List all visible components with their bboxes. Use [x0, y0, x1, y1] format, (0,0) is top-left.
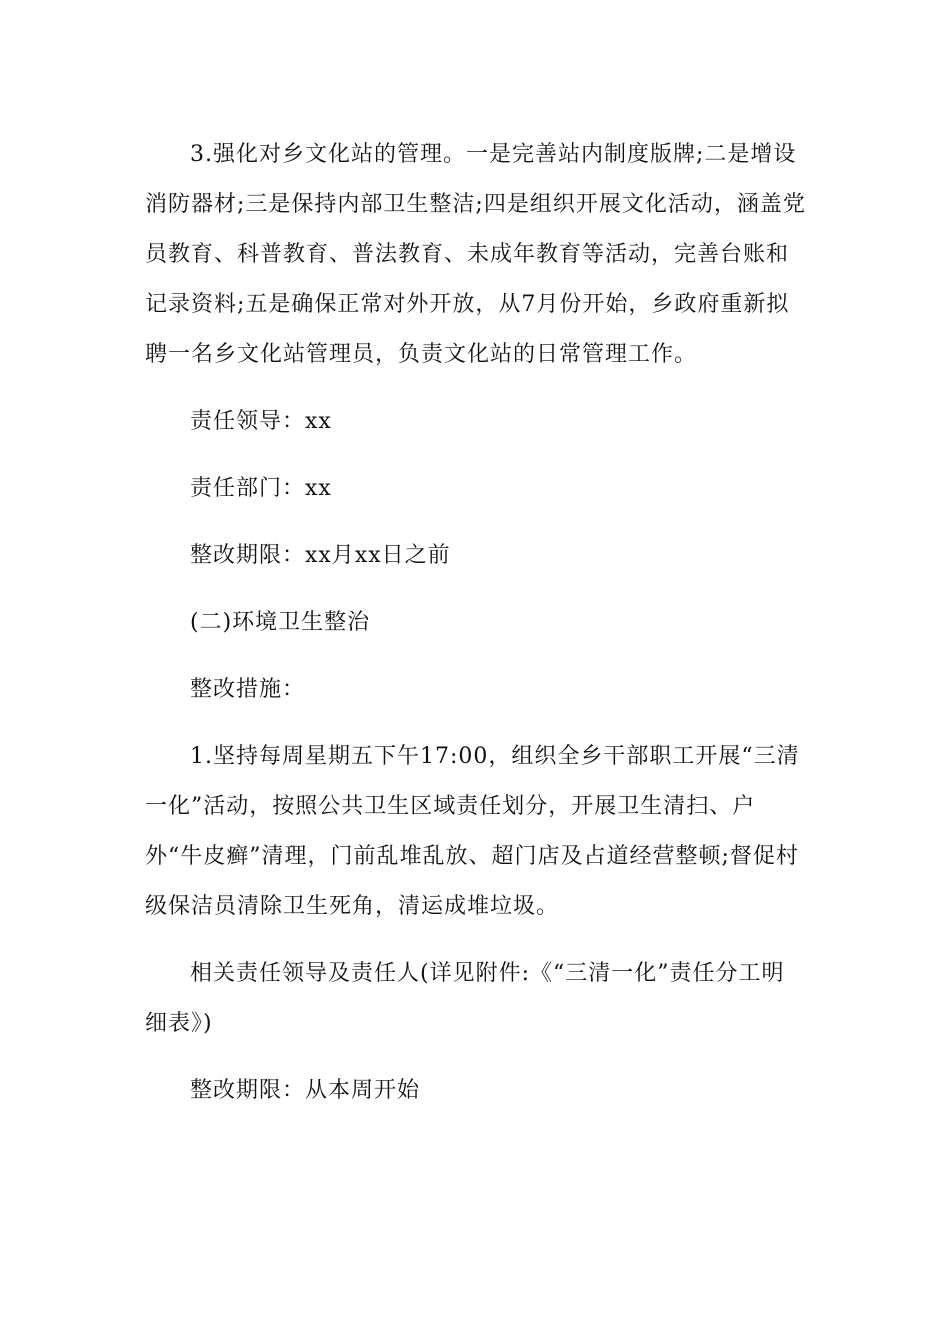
paragraph-rectification-measures-label: 整改措施：	[190, 677, 306, 702]
paragraph-deadline-from-this-week: 整改期限：从本周开始	[190, 1078, 421, 1103]
paragraph-rectification-deadline: 整改期限：xx月xx日之前	[190, 543, 451, 568]
section-heading-environment-sanitation: (二)环境卫生整治	[190, 610, 371, 635]
document-body	[145, 130, 807, 1116]
paragraph-responsible-department: 责任部门：xx	[190, 476, 332, 501]
paragraph-culture-station-management: 3.强化对乡文化站的管理。一是完善站内制度版牌;二是增设消防器材;三是保持内部卫生整洁;四是组织开展文化活动，涵盖党员教育、科普教育、普法教育、未成年教育等活动，完善台账和记录资料;五是确保正常对外开放，从7月份开始，乡政府重新拟聘一名乡文化站管理员，负责文化站的日常管理工作。	[145, 142, 806, 367]
paragraph-responsible-leader: 责任领导：xx	[190, 409, 332, 434]
paragraph-related-responsible-persons: 相关责任领导及责任人(详见附件:《“三清一化”责任分工明细表》)	[145, 961, 785, 1036]
paragraph-weekly-cleanup: 1.坚持每周星期五下午17:00，组织全乡干部职工开展“三清一化”活动，按照公共卫生区域责任划分，开展卫生清扫、户外“牛皮癣”清理，门前乱堆乱放、超门店及占道经营整顿;督促村级保洁员清除卫生死角，清运成堆垃圾。	[145, 744, 800, 919]
